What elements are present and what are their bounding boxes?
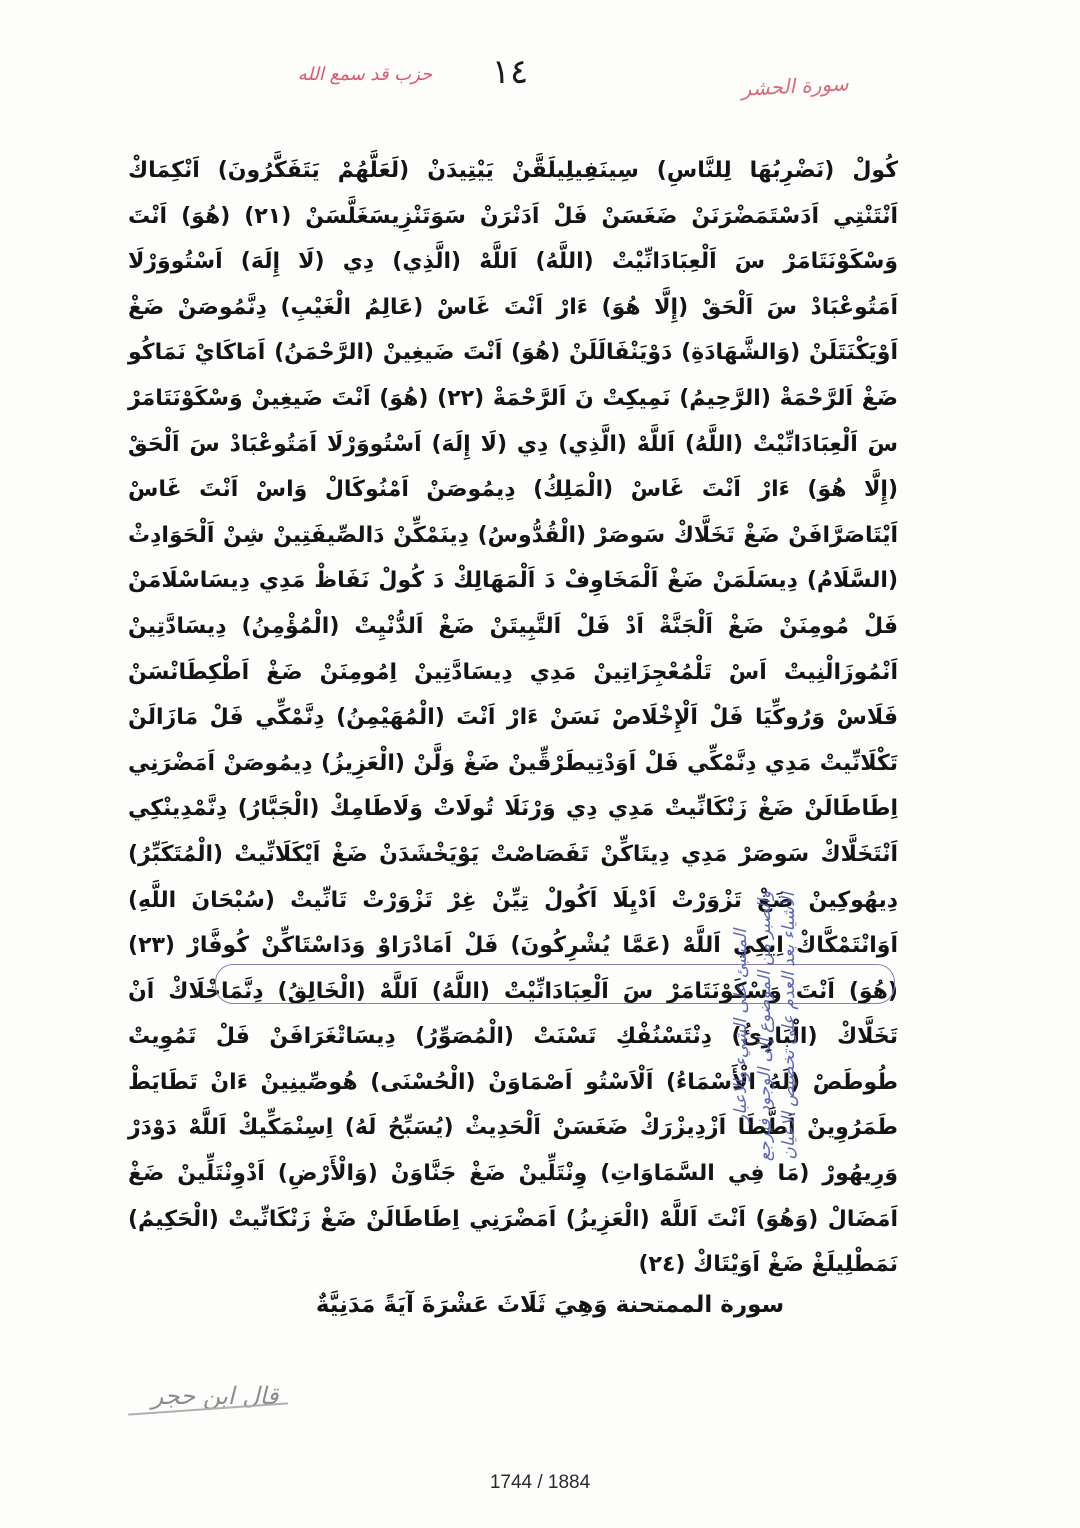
margin-annotation [731, 890, 799, 1162]
next-surah-heading: سورة الممتحنة وَهِيَ ثَلَاثَ عَشْرَةَ آيَةً مَدَنِيَّةٌ [315, 1292, 785, 1318]
surah-annotation: سورة الحشر [740, 71, 850, 101]
commentary-text: كُولْ (نَضْرِبُهَا لِلنَّاسِ) سِينَفِيلِيلَقَّنْ يَيْتِيدَنْ (لَعَلَّهُمْ يَتَفَكَّرُونَ) اَنْكِمَاكْ اَنْتَنْتِي اَدَسْتَمَضْرَنَنْ ضَغَسَنْ فَلْ اَدَنْرَنْ سَوَتَنْزِيسَغَلَّسَنْ (٢١) (هُوَ) اَنْتَ وَسْكَوْنَتَامَرْ سَ اَلْعِبَادَانِّيْتْ (اللَّهُ) اَللَّهْ (الَّذِي) دِي (لَا إِلَهَ) اَسْتُووَرْلَا اَمَتُوعْبَادْ سَ اَلْحَقْ (إِلَّا هُوَ) ءَارْ اَنْتَ غَاسْ (عَالِمُ الْغَيْبِ) دِنَّمُوصَنْ ضَغْ اَوْيَكْنَتَلَنْ (وَالشَّهَادَةِ) دَوْيَنْفَالَلَنْ (هُوَ) اَنْتَ ضَيغِينْ (الرَّحْمَنُ) اَمَاكَايْ نَمَاكُو ضَغْ اَلرَّحْمَةْ (الرَّحِيمُ) نَمِيكِتْ نَ اَلرَّحْمَةْ (٢٢) (هُوَ) اَنْتَ ضَيغِينْ وَسْكَوْنَتَامَرْ سَ اَلْعِبَادَانِّيْتْ (اللَّهُ) اَللَّهْ (الَّذِي) دِي (لَا إِلَهَ) اَسْتُووَرْلَا اَمَتُوعْبَادْ سَ اَلْحَقْ (إِلَّا هُوَ) ءَارْ اَنْتَ غَاسْ (الْمَلِكُ) دِيمُوصَنْ اَمْنُوكَالْ وَاسْ اَنْتَ غَاسْ اَيْتَاصَرَّافَنْ ضَغْ تَخَلَّاكْ سَوصَرْ (الْقُدُّوسُ) دِينَمْكِّنْ دَالصِّيفَتِينْ شِنْ اَلْحَوَادِثْ (السَّلَامُ) دِيسَلَمَنْ ضَغْ اَلْمَخَاوِفْ دَ اَلْمَهَالِكْ دَ كُولْ نَفَاظْ مَدِي دِيسَاسْلَامَنْ فَلْ مُومِنَنْ ضَغْ اَلْجَنَّةْ اَدْ فَلْ اَلتَّبِيتَنْ ضَغْ اَلدُّنْيِتْ (الْمُؤْمِنُ) دِيسَادَّتِينْ اَنْمُوزَالْنِيتْ اَسْ تَلْمُعْجِزَاتِينْ مَدِي دِيسَادَّتِينْ اِمُومِنَنْ ضَغْ اَطْكِطَانْسَنْ فَلَاسْ وَرُوكِّيَا فَلْ اَلْإِخْلَاصْ نَسَنْ ءَارْ اَنْتَ (الْمُهَيْمِنُ) دِنَّمْكِّي فَلْ مَازَالَنْ تَكْلَانِّيتْ مَدِي دِنَّمْكِّي فَلْ اَوَدْتِيطَرْقِّينْ ضَغْ وَلَّنْ (الْعَزِيزُ) دِيمُوصَنْ اَمَضْرَنِي اِطَاطَالَنْ ضَغْ زَنْكَانِّيتْ مَدِي دِي وَرْنَلَا تُولَاتْ وَلَاطَامِكْ (الْجَبَّارُ) دِنَّمْدِينْكِي اَنْتَخَلَّاكْ سَوصَرْ مَدِي دِيتَاكِّنْ تَفَصَاصْتْ يَوْيَخْشَدَنْ ضَغْ اَيْكَلَانِّيتْ (الْمُتَكَبِّرُ) دِيهُوكِينْ ضَغْ تَزْوَرْتْ اَدْيِلَا اَكُولْ تِيِّنْ غِرْ تَزْوَرْتْ تَانِّيتْ (سُبْحَانَ اللَّهِ) اَوَانْتَمْكَّاكْ اِيكِي اَللَّهْ (عَمَّا يُشْرِكُونَ) فَلْ اَمَادْرَاوْ وَدَاسْتَاكِّنْ كُوفَّارْ (٢٣) (هُوَ) اَنْتَ وَسْكَوْنَتَامَرْ سَ اَلْعِبَادَانِّيْتْ (اللَّهُ) اَللَّهْ (الْخَالِقُ) دِنَّمَاخْلَاكْ اَنْ تَخَلَّاكْ (الْبَارِئُ) دِنْتَسْنُفْكِ تَسْنَتْ (الْمُصَوِّرُ) دِيسَاتْغَرَافَنْ فَلْ تَمُوِيتْ طُوطَصْ (لَهُ الْأَسْمَاءُ) اَلْاَسْتُو اَصْمَاوَنْ (الْحُسْنَى) هُوصِّينِينْ ءَانْ تَطَايَطْ طَمَرُوِينْ اَطَّطَا اَزْدِيزْرَكْ ضَغَسَنْ اَلْحَدِيثْ (يُسَبِّحُ لَهُ) اِسِنْمَكِّيكْ اَللَّهْ دَوْدَرْ وَرِيهُورْ (مَا فِي السَّمَاوَاتِ) وِنْتَلِّينْ ضَغْ جَنَّاوَنْ (وَالْأَرْضِ) اَدْوِنْتَلِّينْ ضَغْ اَمَضَالْ (وَهُوَ) اَنْتَ اَللَّهْ (الْعَزِيزُ) اَمَضْرَنِي اِطَاطَالَنْ ضَغْ زَنْكَانِّيتْ (الْحَكِيمُ) نَمَطْلِيلَغْ ضَغْ اَوَيْتَاكْ (٢٤) [128, 158, 899, 1278]
margin-annotation-line-2: والصبر من الموضوع إلى الوجود فيرجع [755, 890, 775, 1162]
page-counter: 1744 / 1884 [489, 1472, 591, 1493]
pencil-signature: قال ابن حجر [151, 1382, 279, 1410]
margin-annotation-line-3: الأشياء بعد العدم على تخصيص الاعيان [779, 892, 799, 1160]
hizb-annotation: حزب قد سمع الله [297, 64, 433, 85]
margin-annotation-line-1: المتنبئ على الشيء والاعبار [731, 929, 751, 1123]
page-number: ١٤ [491, 52, 529, 92]
